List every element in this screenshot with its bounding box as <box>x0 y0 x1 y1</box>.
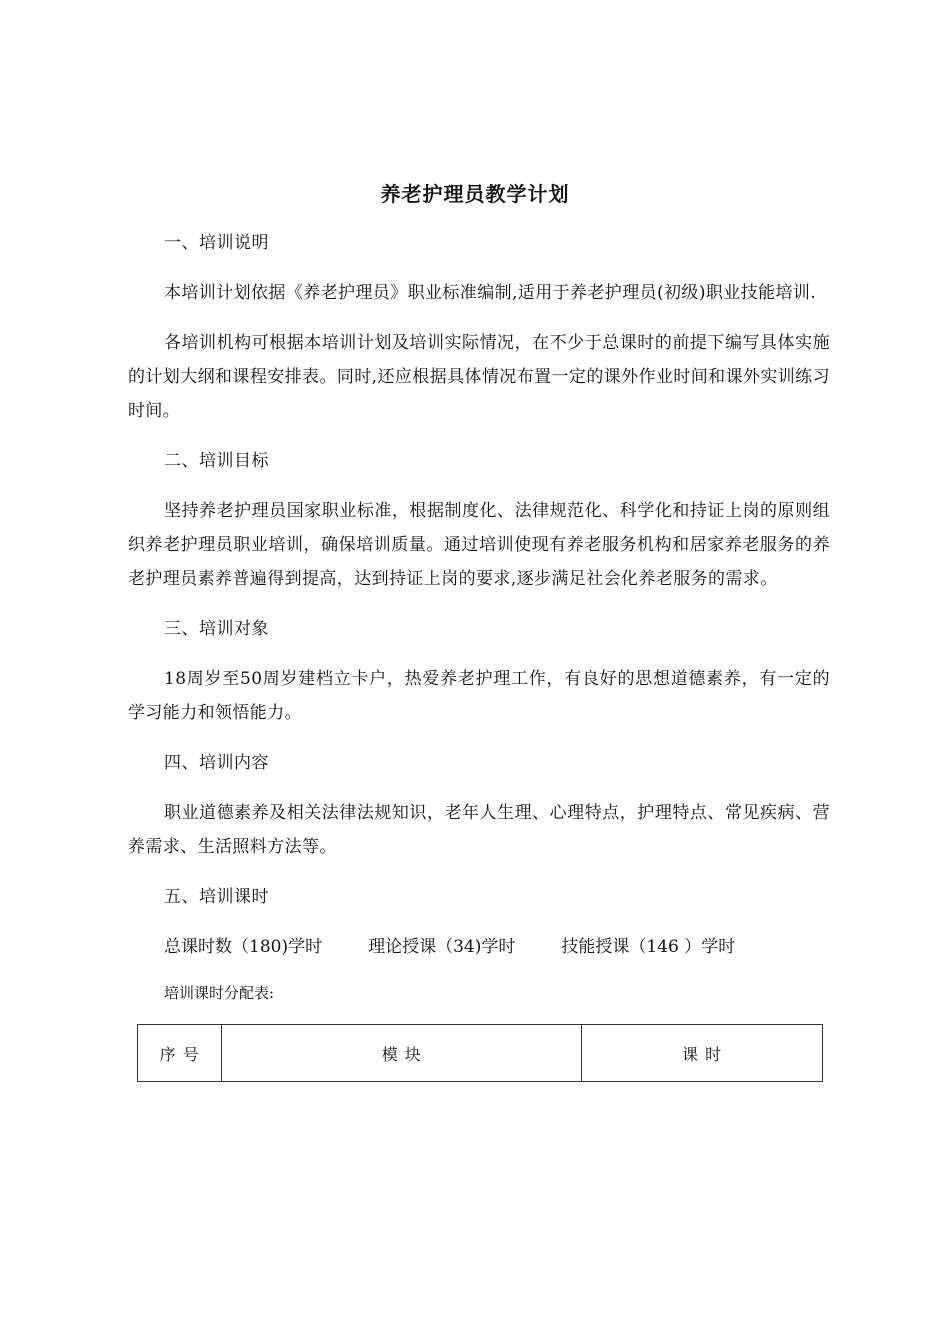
header-hours: 课 时 <box>582 1025 823 1082</box>
section-heading: 三、培训对象 <box>164 619 269 639</box>
section-heading: 一、培训说明 <box>164 233 269 253</box>
paragraph: 18周岁至50周岁建档立卡户，热爱养老护理工作，有良好的思想道德素养，有一定的学习能力和领悟能力。 <box>128 669 830 723</box>
table-header-row <box>138 1025 823 1082</box>
header-sequence: 序 号 <box>138 1025 222 1082</box>
hours-allocation-table <box>137 1024 823 1082</box>
section-heading: 五、培训课时 <box>164 887 269 907</box>
paragraph: 各培训机构可根据本培训计划及培训实际情况，在不少于总课时的前提下编写具体实施的计划大纲和课程安排表。同时,还应根据具体情况布置一定的课外作业时间和课外实训练习时间。 <box>128 333 830 421</box>
header-module: 模 块 <box>222 1025 582 1082</box>
hours-summary <box>128 930 830 964</box>
paragraph: 坚持养老护理员国家职业标准，根据制度化、法律规范化、科学化和持证上岗的原则组织养老护理员职业培训，确保培训质量。通过培训使现有养老服务机构和居家养老服务的养老护理员素养普遍得到提高，达到持证上岗的要求,逐步满足社会化养老服务的需求。 <box>128 501 830 589</box>
section-heading: 四、培训内容 <box>164 753 269 773</box>
paragraph: 本培训计划依据《养老护理员》职业标准编制,适用于养老护理员(初级)职业技能培训. <box>164 283 817 303</box>
table-caption: 培训课时分配表: <box>164 984 275 1002</box>
theory-hours: 理论授课（34)学时 <box>368 937 516 957</box>
paragraph: 职业道德素养及相关法律法规知识，老年人生理、心理特点，护理特点、常见疾病、营养需求、生活照料方法等。 <box>128 803 830 857</box>
section-heading: 二、培训目标 <box>164 451 269 471</box>
document-title: 养老护理员教学计划 <box>380 182 570 206</box>
document-body <box>128 226 830 1082</box>
total-hours: 总课时数（180)学时 <box>164 937 323 957</box>
skills-hours: 技能授课（146 ）学时 <box>561 937 736 957</box>
